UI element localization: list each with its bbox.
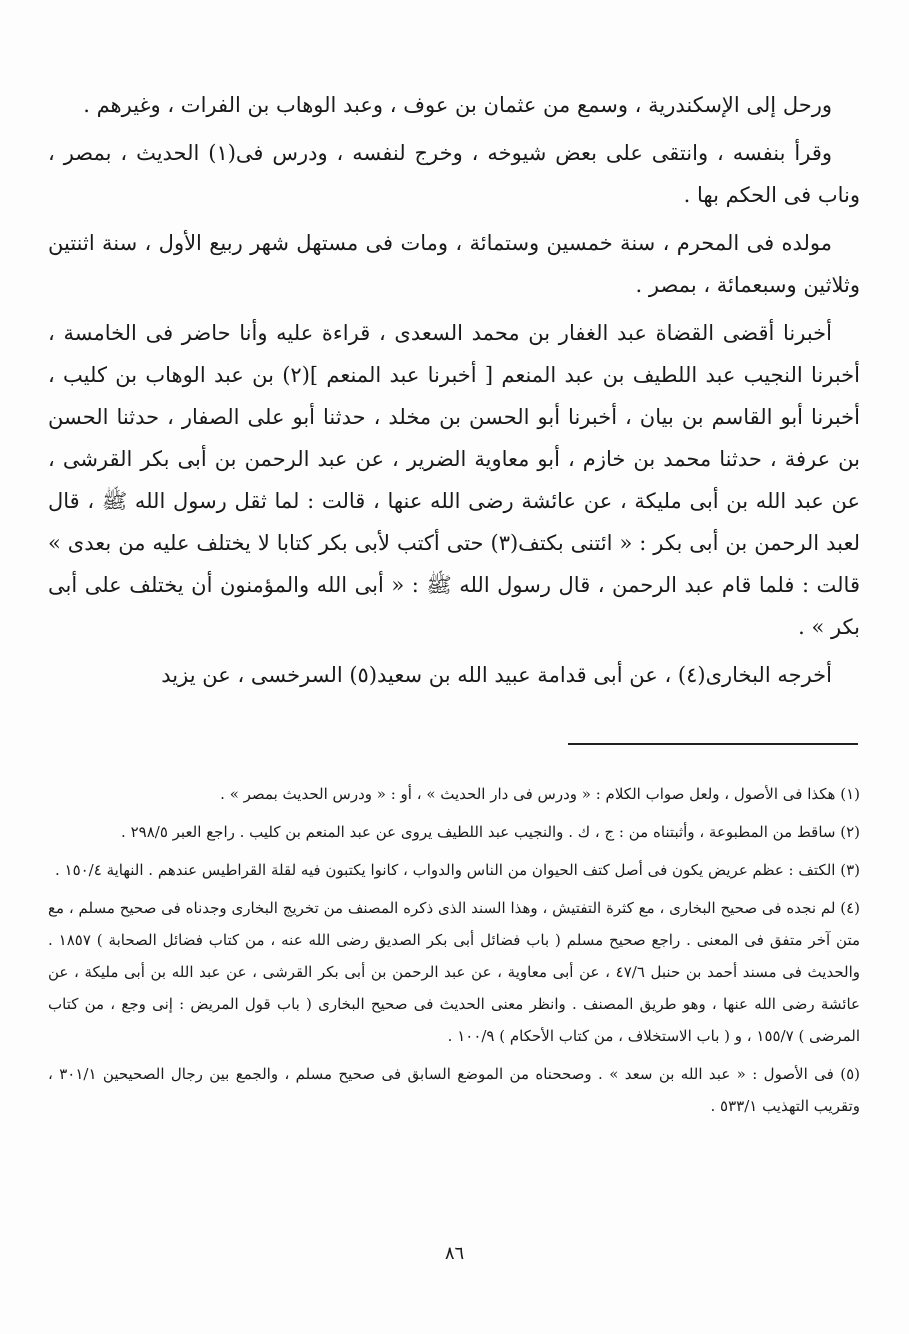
main-text xyxy=(48,84,860,696)
footnote-3: (٣) الكتف : عظم عريض يكون فى أصل كتف الحيوان من الناس والدواب ، كانوا يكتبون فيه لقلة القراطيس عندهم . النهاية ١٥٠/٤ . xyxy=(54,861,860,879)
footnote-5: (٥) فى الأصول : « عبد الله بن سعد » . وصححناه من الموضع السابق فى صحيح مسلم ، والجمع بين رجال الصحيحين ٣٠١/١ ، وتقريب التهذيب ٥٣٣/١ . xyxy=(48,1065,860,1115)
footnote-1: (١) هكذا فى الأصول ، ولعل صواب الكلام : « ودرس فى دار الحديث » ، أو : « ودرس الحديث بمصر » . xyxy=(220,785,860,803)
footnotes xyxy=(48,778,860,1128)
paragraph-3: مولده فى المحرم ، سنة خمسين وستمائة ، ومات فى مستهل شهر ربيع الأول ، سنة اثنتين وثلاثين وسبعمائة ، بمصر . xyxy=(48,231,860,297)
paragraph-2: وقرأ بنفسه ، وانتقى على بعض شيوخه ، وخرج لنفسه ، ودرس فى(١) الحديث ، بمصر ، وناب فى الحكم بها . xyxy=(48,141,860,207)
footnote-separator xyxy=(568,743,858,745)
paragraph-1: ورحل إلى الإسكندرية ، وسمع من عثمان بن عوف ، وعبد الوهاب بن الفرات ، وغيرهم . xyxy=(83,93,832,117)
footnote-4: (٤) لم نجده فى صحيح البخارى ، مع كثرة التفتيش ، وهذا السند الذى ذكره المصنف من تخريج البخارى وجدناه فى صحيح مسلم ، مع متن آخر متفق فى المعنى . راجع صحيح مسلم ( باب فضائل أبى بكر الصديق رضى الله عنه ، من كتاب فضائل الصحابة ) ١٨٥٧ . والحديث فى مسند أحمد بن حنبل ٤٧/٦ ، عن أبى معاوية ، عن عبد الرحمن بن أبى بكر القرشى ، عن عبد الله بن أبى مليكة ، عن عائشة رضى الله عنها ، وهو طريق المصنف . وانظر معنى الحديث فى صحيح البخارى ( باب قول المريض : إنى وجع ، من كتاب المرضى ) ١٥٥/٧ ، و ( باب الاستخلاف ، من كتاب الأحكام ) ١٠٠/٩ . xyxy=(48,899,861,1045)
footnote-2: (٢) ساقط من المطبوعة ، وأثبتناه من : ج ، ك . والنجيب عبد اللطيف يروى عن عبد المنعم بن كليب . راجع العبر ٢٩٨/٥ . xyxy=(121,823,860,841)
paragraph-5: أخرجه البخارى(٤) ، عن أبى قدامة عبيد الله بن سعيد(٥) السرخسى ، عن يزيد xyxy=(161,663,832,687)
page-number: ٨٦ xyxy=(444,1243,465,1264)
paragraph-4: أخبرنا أقضى القضاة عبد الغفار بن محمد السعدى ، قراءة عليه وأنا حاضر فى الخامسة ، أخبرنا النجيب عبد اللطيف بن عبد المنعم [ أخبرنا عبد المنعم ](٢) بن عبد الوهاب بن كليب ، أخبرنا أبو القاسم بن بيان ، أخبرنا أبو الحسن بن مخلد ، حدثنا أبو على الصفار ، حدثنا الحسن بن عرفة ، حدثنا محمد بن خازم ، أبو معاوية الضرير ، عن عبد الرحمن بن أبى بكر القرشى ، عن عبد الله بن أبى مليكة ، عن عائشة رضى الله عنها ، قالت : لما ثقل رسول الله ﷺ ، قال لعبد الرحمن بن أبى بكر : « ائتنى بكتف(٣) حتى أكتب لأبى بكر كتابا لا يختلف عليه من بعدى » قالت : فلما قام عبد الرحمن ، قال رسول الله ﷺ : « أبى الله والمؤمنون أن يختلف على أبى بكر » . xyxy=(48,321,860,639)
